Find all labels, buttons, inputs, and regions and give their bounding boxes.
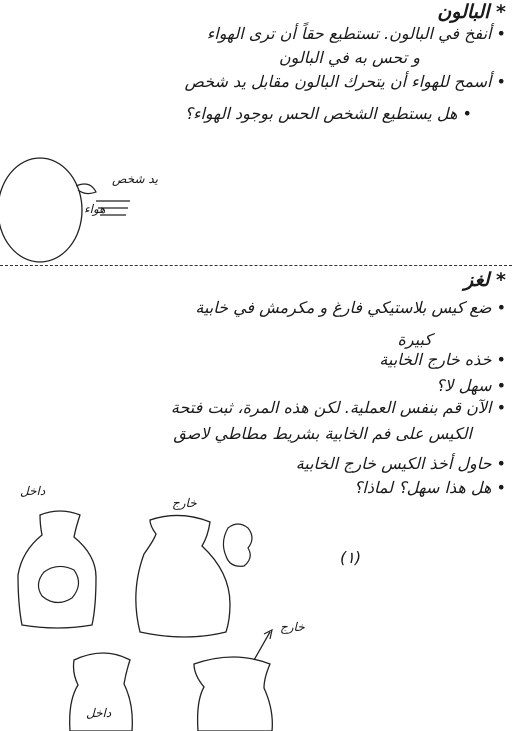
- sketch-label-inside-1: داخل: [20, 484, 46, 498]
- section2-line-7: • حاول أخذ الكيس خارج الخابية: [295, 454, 506, 473]
- section2-heading: * لغز: [464, 269, 506, 291]
- section1-line-3: • أسمح للهواء أن يتحرك البالون مقابل يد شخص: [184, 72, 506, 91]
- balloon-sketch: [0, 158, 82, 262]
- section2-line-2: كبيرة: [397, 330, 432, 349]
- section2-line-8: • هل هذا سهل؟ لماذا؟: [353, 478, 506, 497]
- jar-outside-sketch: [136, 515, 230, 637]
- sketch-label-outside-1: خارج: [172, 496, 197, 510]
- section1-line-2: و تحس به في البالون: [278, 48, 420, 67]
- section1-line-1: • أنفخ في البالون. تستطيع حقاً أن ترى الهواء: [206, 24, 506, 43]
- section1-heading: * البالون: [437, 1, 506, 23]
- section2-line-5: • الآن قم بنفس العملية. لكن هذه المرة، ثبت فتحة: [170, 398, 506, 417]
- section-divider: [0, 265, 512, 266]
- sketch-label-air: هواء: [84, 202, 106, 216]
- section1-line-4: • هل يستطيع الشخص الحس بوجود الهواء؟: [184, 104, 472, 123]
- sketch-label-outside-2: خارج: [280, 620, 305, 634]
- section2-line-4: • سهل لا؟: [435, 376, 506, 395]
- section2-line-3: • خذه خارج الخابية: [379, 350, 506, 369]
- arrow-out-sketch: [254, 632, 270, 660]
- figure-number: (١): [340, 548, 362, 567]
- jar-with-bag-sketch: [18, 511, 96, 628]
- sketch-label-inside-2: داخل: [86, 706, 112, 720]
- section2-line-6: الكيس على فم الخابية بشريط مطاطي لاصق: [173, 424, 472, 443]
- sketch-label-hand: يد شخص: [112, 172, 158, 186]
- section2-line-1: • ضع كيس بلاستيكي فارغ و مكرمش في خابية: [195, 298, 506, 317]
- jar-sealed-outside-sketch: [194, 657, 272, 731]
- crumpled-bag-sketch: [38, 566, 78, 602]
- bag-outside-sketch: [223, 524, 252, 566]
